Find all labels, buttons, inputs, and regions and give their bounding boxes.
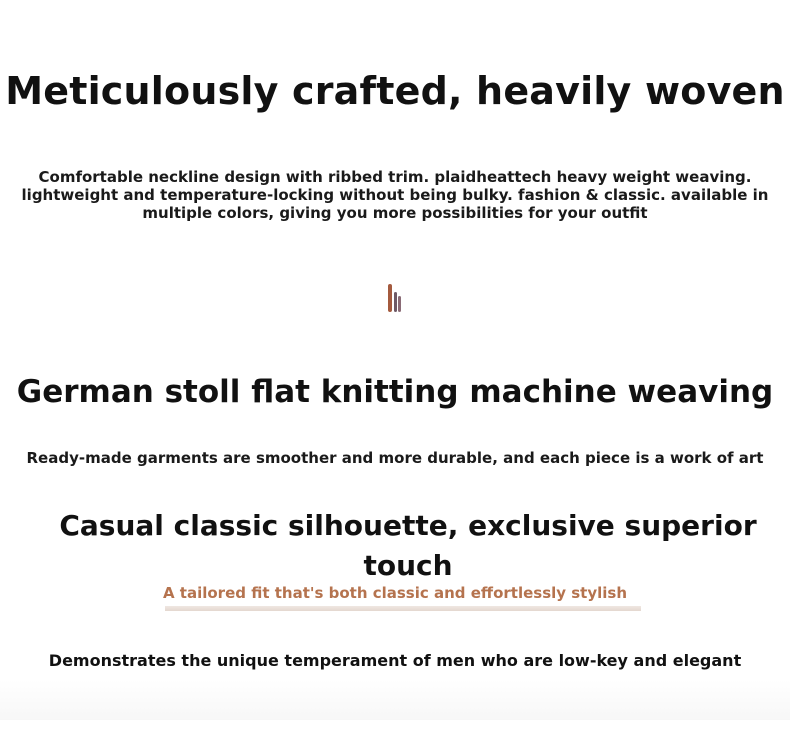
- silhouette-section-title: Casual classic silhouette, exclusive superior touch: [59, 509, 757, 582]
- footer-statement: Demonstrates the unique temperament of men who are low-key and elegant: [48, 651, 742, 670]
- machine-section-subtitle: Ready-made garments are smoother and more durable, and each piece is a work of art: [26, 449, 764, 467]
- color-swatch-icon: [386, 282, 406, 312]
- swatch-bar-mauve: [394, 292, 397, 312]
- swatch-bar-rose: [398, 296, 401, 312]
- page-headline: Meticulously crafted, heavily woven: [5, 69, 785, 113]
- tagline-underline: [165, 606, 641, 611]
- intro-description: Comfortable neckline design with ribbed trim. plaidheattech heavy weight weaving. lightweight and temperature-locking without being bulky. fashion & classic. available in multiple colors, giving you more possibilities for your outfit: [21, 168, 769, 222]
- swatch-bar-rust: [388, 284, 392, 312]
- silhouette-tagline: [0, 582, 790, 604]
- tagline-text: A tailored fit that's both classic and effortlessly stylish: [162, 584, 628, 602]
- bottom-fade: [0, 680, 790, 720]
- machine-section-title: German stoll flat knitting machine weaving: [16, 374, 774, 410]
